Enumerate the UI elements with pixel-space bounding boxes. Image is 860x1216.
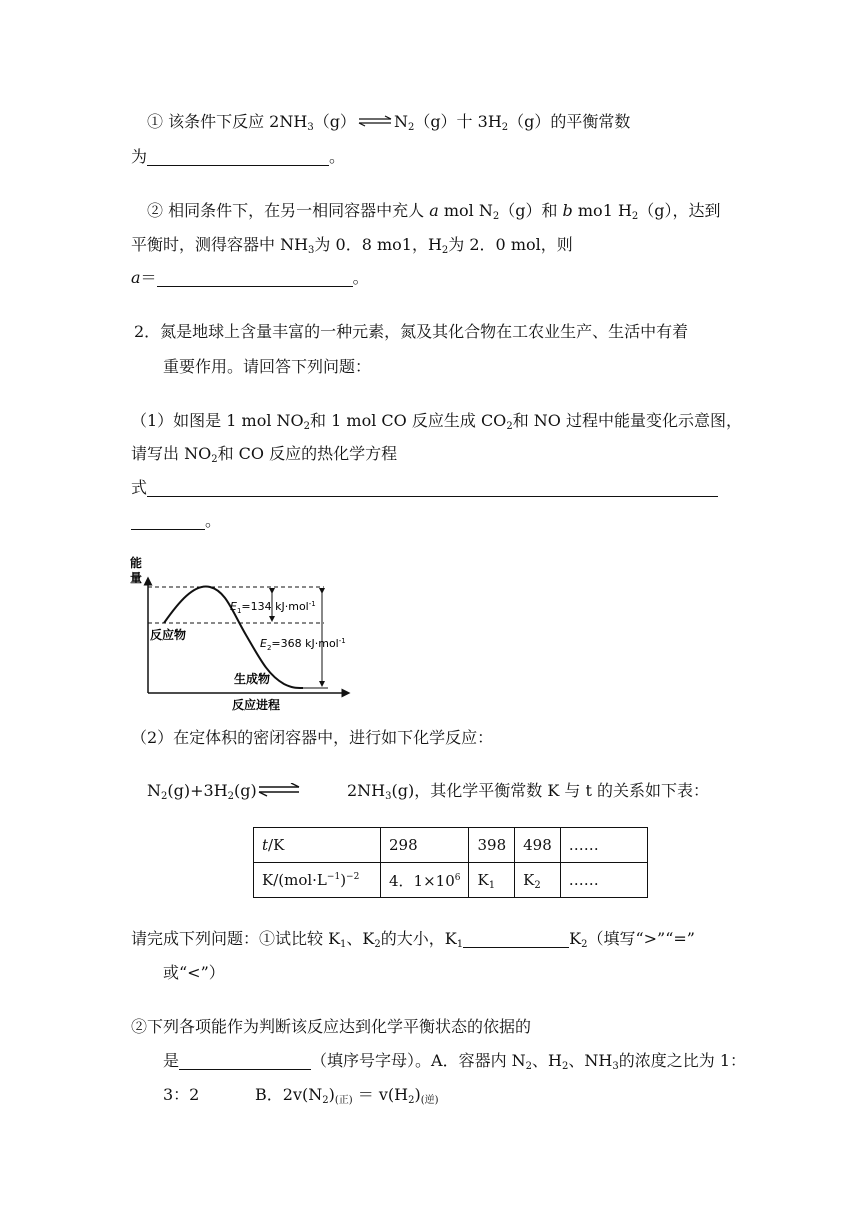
p2-intro-line1: 2．氮是地球上含量丰富的一种元素，氮及其化合物在工农业生产、生活中有着 (134, 322, 689, 341)
table-cell: $K_1$ (469, 863, 515, 898)
table-cell: $K/(mol\cdot L^{-1})^{-2}$ (254, 863, 381, 898)
s1-line3: 式 (131, 476, 718, 500)
table-cell: 4．$1\times 10^6$ (381, 863, 469, 898)
s3-line3: ②下列各项能作为判断该反应达到化学平衡状态的依据的 (131, 1017, 532, 1036)
s3-line5b: B．$2v(N_2)_{(正)} = v(H_2)_{(逆)}$ (255, 1085, 439, 1106)
s3-line1: 请完成下列问题：①试比较 $K_1$、$K_2$的大小，$K_1$ $K_2$（填写“>”“=” (131, 929, 695, 950)
answer-blank[interactable] (157, 268, 353, 287)
table-cell: 498 (515, 828, 561, 863)
q1-line2: 为 。 (131, 147, 346, 166)
q2-line1: ② 相同条件下，在另一相同容器中充人 a mol $N_2(g)$和 b mo1 $H_2(g)$，达到 (147, 201, 721, 222)
answer-blank[interactable] (147, 478, 718, 497)
reactant-label: 反应物 (150, 628, 187, 642)
equilibrium-arrow-icon (258, 783, 300, 797)
s1-line1: （1）如图是 1 mol $NO_2$和 1 mol CO 反应生成 $CO_2$和 NO 过程中能量变化示意图， (131, 411, 742, 432)
equilibrium-arrow-icon (358, 115, 392, 127)
table-cell: 398 (469, 828, 515, 863)
s3-line2: 或“<”） (163, 963, 225, 982)
table-row (254, 828, 648, 863)
q2-line2: 平衡时，测得容器中 $NH_3$为 0．8 mo1，$H_2$为 2．0 mol，则 (131, 235, 573, 256)
y-axis-label-1: 能 (130, 556, 143, 570)
s2-equation-right: $2NH_3(g)$，其化学平衡常数 K 与 t 的关系如下表： (347, 781, 709, 802)
energy-diagram (128, 553, 364, 711)
table-cell: …… (560, 863, 647, 898)
answer-blank[interactable] (463, 929, 569, 948)
answer-blank[interactable] (147, 147, 329, 166)
p2-intro-line2: 重要作用。请回答下列问题： (163, 357, 372, 376)
equilibrium-constant-table (253, 827, 648, 898)
table-cell: 298 (381, 828, 469, 863)
s1-line4: 。 (131, 509, 221, 533)
e1-label: $E_1=134$ kJ·mol$^{-1}$ (230, 600, 316, 615)
s2-equation-left: $N_2(g)+3H_2(g)$ (147, 781, 257, 802)
q1-line1: ① 该条件下反应 $2NH_3(g)$ $N_2(g)$十 $3H_2(g)$的平衡常数 (147, 112, 631, 133)
y-axis-label-2: 量 (130, 571, 143, 585)
s3-line5a: 3：2 (163, 1085, 200, 1104)
table-cell: $K_2$ (515, 863, 561, 898)
table-cell: …… (560, 828, 647, 863)
product-label: 生成物 (234, 672, 271, 686)
table-cell: t/K (254, 828, 381, 863)
x-axis-label: 反应进程 (232, 698, 281, 711)
s2-title: （2）在定体积的密闭容器中，进行如下化学反应： (131, 728, 494, 747)
table-row (254, 863, 648, 898)
q2-line3: a＝ 。 (131, 268, 369, 287)
s3-line4: 是 （填序号字母）。A．容器内 $N_2$、$H_2$、$NH_3$的浓度之比为 1： (163, 1051, 747, 1072)
e2-label: $E_2=368$ kJ·mol$^{-1}$ (260, 637, 346, 652)
answer-blank[interactable] (131, 511, 205, 530)
answer-blank[interactable] (179, 1051, 311, 1070)
s1-line2: 请写出 $NO_2$和 CO 反应的热化学方程 (131, 444, 398, 465)
